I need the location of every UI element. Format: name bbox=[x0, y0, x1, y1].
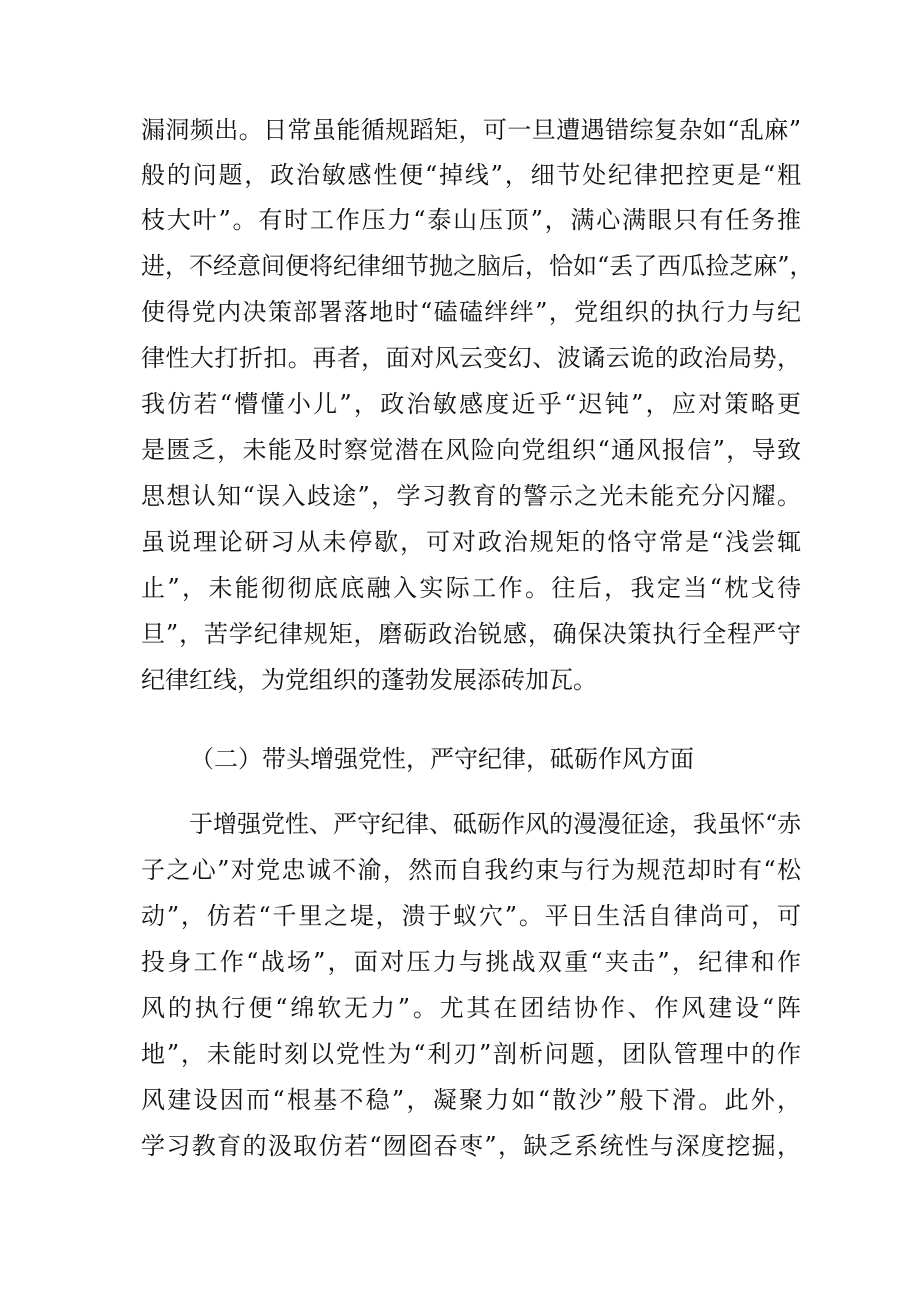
paragraph-1-line: 枝大叶”。有时工作压力“泰山压顶”，满心满眼只有任务推 bbox=[141, 206, 801, 234]
paragraph-1-line: 般的问题，政治敏感性便“掉线”，细节处纪律把控更是“粗 bbox=[141, 161, 801, 189]
paragraph-2-line: 动”，仿若“千里之堤，溃于蚁穴”。平日生活自律尚可，可 bbox=[141, 902, 801, 930]
paragraph-2-line: 风的执行便“绵软无力”。尤其在团结协作、作风建设“阵 bbox=[141, 994, 801, 1022]
paragraph-1-line: 我仿若“懵懂小儿”，政治敏感度近乎“迟钝”，应对策略更 bbox=[141, 390, 801, 418]
paragraph-1-line: 漏洞频出。日常虽能循规蹈矩，可一旦遭遇错综复杂如“乱麻” bbox=[141, 116, 801, 144]
paragraph-1-line: 止”，未能彻彻底底融入实际工作。往后，我定当“枕戈待 bbox=[141, 574, 801, 602]
paragraph-2-line: 学习教育的汲取仿若“囫囵吞枣”，缺乏系统性与深度挖掘， bbox=[141, 1132, 801, 1160]
paragraph-2-line: 风建设因而“根基不稳”，凝聚力如“散沙”般下滑。此外， bbox=[141, 1086, 801, 1114]
paragraph-2-line: 地”，未能时刻以党性为“利刃”剖析问题，团队管理中的作 bbox=[141, 1040, 801, 1068]
paragraph-1-line: 是匮乏，未能及时察觉潜在风险向党组织“通风报信”，导致 bbox=[141, 436, 801, 464]
paragraph-1-line: 使得党内决策部署落地时“磕磕绊绊”，党组织的执行力与纪 bbox=[141, 298, 801, 326]
paragraph-1-line: 思想认知“误入歧途”，学习教育的警示之光未能充分闪耀。 bbox=[141, 482, 801, 510]
section-heading: （二）带头增强党性，严守纪律，砥砺作风方面 bbox=[190, 745, 694, 773]
paragraph-2-line: 投身工作“战场”，面对压力与挑战双重“夹击”，纪律和作 bbox=[141, 948, 801, 976]
paragraph-1-line: 进，不经意间便将纪律细节抛之脑后，恰如“丢了西瓜捡芝麻”， bbox=[141, 252, 814, 280]
paragraph-1-line: 旦”，苦学纪律规矩，磨砺政治锐感，确保决策执行全程严守 bbox=[141, 620, 801, 648]
paragraph-2-line: 子之心”对党忠诚不渝，然而自我约束与行为规范却时有“松 bbox=[141, 856, 801, 884]
paragraph-1-line: 虽说理论研习从未停歇，可对政治规矩的恪守常是“浅尝辄 bbox=[141, 528, 801, 556]
paragraph-1-line: 律性大打折扣。再者，面对风云变幻、波谲云诡的政治局势， bbox=[141, 344, 801, 372]
paragraph-2-line: 于增强党性、严守纪律、砥砺作风的漫漫征途，我虽怀“赤 bbox=[189, 810, 802, 838]
paragraph-1-line: 纪律红线，为党组织的蓬勃发展添砖加瓦。 bbox=[141, 666, 597, 694]
